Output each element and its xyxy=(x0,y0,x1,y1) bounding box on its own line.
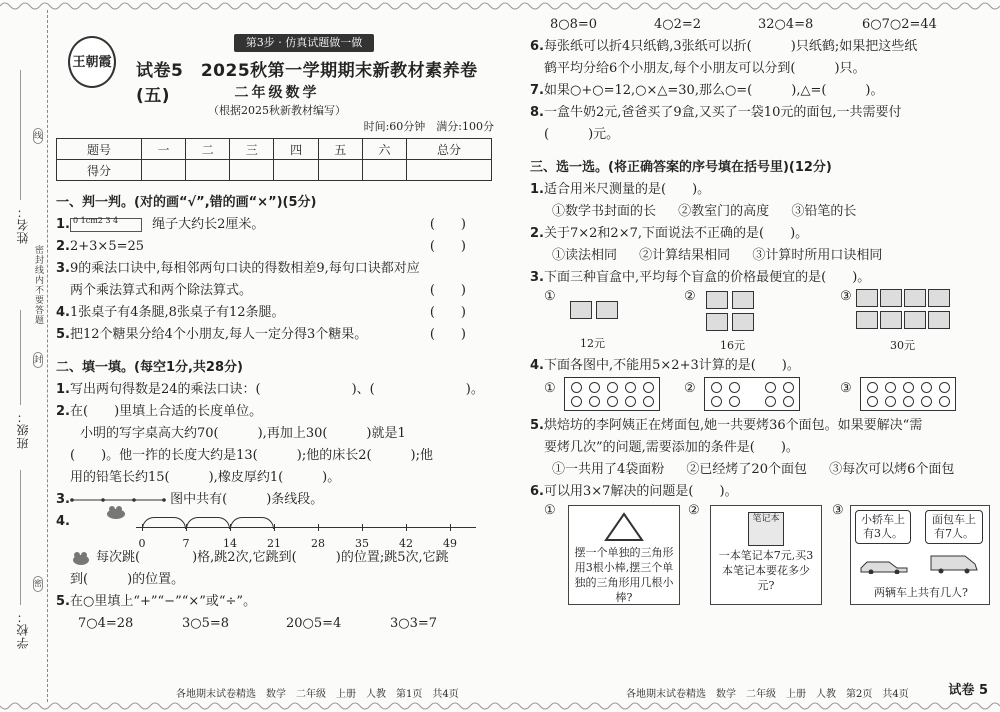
question-text: 每次跳( )格,跳2次,它跳到( )的位置;跳5次,它跳 xyxy=(96,550,449,565)
binding-hole-feng: 封 xyxy=(33,352,43,368)
question-text: 关于7×2和2×7,下面说法不正确的是( )。 xyxy=(544,226,809,241)
problem-card-triangle[interactable] xyxy=(568,505,680,605)
blind-box-options xyxy=(544,289,990,355)
problem-card-options xyxy=(544,503,990,607)
dot xyxy=(625,396,636,407)
judge-question-1 xyxy=(56,214,498,236)
question-number: 5. xyxy=(56,327,70,342)
score-header-cell: 题号 xyxy=(57,139,142,160)
answer-paren[interactable]: () xyxy=(429,283,492,298)
question-number: 3. xyxy=(530,270,544,285)
question-text: 把12个糖果分给4个小朋友,每人一定分得3个糖果。 xyxy=(70,327,368,342)
question-text: 在( )里填上合适的长度单位。 xyxy=(70,404,263,419)
problem-text: 两辆车上共有几人? xyxy=(874,586,968,599)
operator-equation[interactable]: 7○4=28 xyxy=(78,616,134,631)
tick-label: 28 xyxy=(311,537,325,550)
question-text: 9的乘法口诀中,每相邻两句口诀的得数相差9,每句口诀都对应 xyxy=(70,261,420,276)
blind-box-group-3[interactable] xyxy=(856,289,948,335)
gift-box-icon xyxy=(928,311,950,329)
price-label: 30元 xyxy=(890,339,915,352)
dot xyxy=(903,382,914,393)
question-number: 6. xyxy=(530,39,544,54)
problem-card-notebook[interactable] xyxy=(710,505,822,605)
dot xyxy=(765,382,776,393)
question-number: 3. xyxy=(56,261,70,276)
van-icon xyxy=(929,552,979,574)
dot-grid-3[interactable] xyxy=(860,377,956,411)
question-number: 4. xyxy=(56,514,70,529)
gift-box-icon xyxy=(904,289,926,307)
option-marker: ② xyxy=(684,289,696,304)
wavy-bottom-border xyxy=(0,702,1000,712)
score-cell[interactable] xyxy=(362,160,406,181)
operator-equations-right xyxy=(530,14,990,36)
question-text: 一盒牛奶2元,爸爸买了9盒,又买了一袋10元的面包,一共需要付 xyxy=(544,105,902,120)
choice-option[interactable]: ①数学书封面的长 xyxy=(552,204,657,219)
dot xyxy=(783,382,794,393)
score-header-cell: 四 xyxy=(274,139,318,160)
choice-question-3 xyxy=(530,267,990,289)
blind-box-group-2[interactable] xyxy=(702,291,758,335)
exam-title: 试卷5 2025秋第一学期期末新教材素养卷(五) xyxy=(136,61,478,106)
tick-label: 49 xyxy=(443,537,457,550)
binding-hole-mi: 密 xyxy=(33,576,43,592)
name-label: 姓名： xyxy=(16,205,30,244)
question-number: 2. xyxy=(56,404,70,419)
gift-box-icon xyxy=(880,311,902,329)
question-text: 可以用3×7解决的问题是( )。 xyxy=(544,484,738,499)
dot-grid-1[interactable] xyxy=(564,377,660,411)
dot xyxy=(921,396,932,407)
fill-question-6 xyxy=(530,36,990,58)
choice-option[interactable]: ③铅笔的长 xyxy=(791,204,857,219)
section-judge-heading: 一、判一判。(对的画“√”,错的画“×”)(5分) xyxy=(56,195,317,210)
fill-question-8-cont: ( )元。 xyxy=(544,127,620,142)
operator-equation[interactable]: 6○7○2=44 xyxy=(862,17,937,32)
tick xyxy=(450,524,451,531)
score-table xyxy=(56,138,492,181)
score-cell[interactable] xyxy=(407,160,492,181)
dot xyxy=(903,396,914,407)
jump-arc xyxy=(186,517,230,529)
choice-question-1 xyxy=(530,179,990,201)
gift-box-icon xyxy=(856,289,878,307)
question-text: 烘焙坊的李阿姨正在烤面包,她一共要烤36个面包。如果要解决“需 xyxy=(544,418,923,433)
frog-icon xyxy=(70,550,92,566)
dot-grid-2[interactable] xyxy=(704,377,800,411)
frog-icon xyxy=(104,503,128,521)
answer-paren[interactable]: () xyxy=(429,239,492,254)
gift-box-icon xyxy=(856,311,878,329)
fill-question-4-line2: 到( )的位置。 xyxy=(70,572,185,587)
jump-arc xyxy=(230,517,274,529)
choice-1-options xyxy=(530,201,990,223)
exam-header xyxy=(56,14,498,134)
section-choice-heading: 三、选一选。(将正确答案的序号填在括号里)(12分) xyxy=(530,160,832,175)
tick-label: 0 xyxy=(138,537,146,550)
question-text: 1张桌子有4条腿,8张桌子有12条腿。 xyxy=(70,305,285,320)
question-number: 5. xyxy=(56,594,70,609)
section-fill-heading: 二、填一填。(每空1分,共28分) xyxy=(56,360,243,375)
school-label: 学校： xyxy=(16,610,30,649)
fill-question-2 xyxy=(56,401,498,423)
dot xyxy=(643,396,654,407)
tick xyxy=(274,524,275,531)
operator-equation[interactable]: 4○2=2 xyxy=(654,17,702,32)
choice-option[interactable]: ③每次可以烤6个面包 xyxy=(829,462,955,477)
choice-option[interactable]: ①读法相同 xyxy=(552,248,618,263)
score-header-cell: 六 xyxy=(362,139,406,160)
fill-question-1 xyxy=(56,379,498,401)
dot xyxy=(885,382,896,393)
option-marker: ③ xyxy=(840,381,852,396)
dot xyxy=(885,396,896,407)
question-number: 1. xyxy=(56,217,70,232)
question-number: 1. xyxy=(56,382,70,397)
choice-option[interactable]: ①一共用了4袋面粉 xyxy=(552,462,665,477)
dot xyxy=(711,382,722,393)
dot xyxy=(589,382,600,393)
speech-bubble-car: 小轿车上有3人。 xyxy=(855,510,911,544)
score-table-header-row xyxy=(57,139,492,160)
fill-question-7 xyxy=(530,80,990,102)
judge-question-2 xyxy=(56,236,498,258)
dot xyxy=(729,382,740,393)
question-number: 3. xyxy=(56,492,70,507)
gift-box-icon xyxy=(880,289,902,307)
option-marker: ③ xyxy=(840,289,852,304)
choice-question-6 xyxy=(530,481,990,503)
binding-strip xyxy=(0,10,48,702)
choice-option[interactable]: ③计算时所用口诀相同 xyxy=(752,248,883,263)
choice-question-5 xyxy=(530,415,990,437)
step-banner: 第3步 · 仿真试题做一做 xyxy=(234,34,374,52)
question-number: 7. xyxy=(530,83,544,98)
dot-grid-options xyxy=(544,377,990,415)
dot xyxy=(783,396,794,407)
name-line xyxy=(20,70,21,200)
dot xyxy=(729,396,740,407)
question-number: 2. xyxy=(56,239,70,254)
class-label: 班级： xyxy=(16,410,30,449)
question-number: 4. xyxy=(56,305,70,320)
car-icon xyxy=(859,556,909,574)
question-number: 6. xyxy=(530,484,544,499)
gift-box-icon xyxy=(732,313,754,331)
tick xyxy=(142,524,143,531)
speech-bubble-van: 面包车上有7人。 xyxy=(925,510,983,544)
seal-line-note: 密封线内不要答题 xyxy=(33,245,43,325)
fill-question-4 xyxy=(56,511,498,550)
notebook-icon xyxy=(748,512,784,546)
dot xyxy=(643,382,654,393)
operator-equation[interactable]: 32○4=8 xyxy=(758,17,814,32)
page-tag: 试卷 5 xyxy=(948,683,988,698)
gift-box-icon xyxy=(706,313,728,331)
price-label: 12元 xyxy=(580,337,605,350)
operator-equation[interactable]: 3○5=8 xyxy=(182,616,230,631)
problem-text: 摆一个单独的三角形用3根小棒,摆三个单独的三角形用几根小棒? xyxy=(574,546,674,604)
wavy-top-border xyxy=(0,0,1000,10)
choice-question-5-cont: 要烤几次”的问题,需要添加的条件是( )。 xyxy=(544,440,799,455)
operator-equation[interactable]: 3○3=7 xyxy=(390,616,438,631)
score-header-cell: 三 xyxy=(230,139,274,160)
option-marker: ① xyxy=(544,381,556,396)
gift-box-icon xyxy=(904,311,926,329)
gift-box-icon xyxy=(732,291,754,309)
tick xyxy=(230,524,231,531)
tick-label: 42 xyxy=(399,537,413,550)
question-number: 2. xyxy=(530,226,544,241)
tick xyxy=(406,524,407,531)
dot xyxy=(571,382,582,393)
dot xyxy=(571,396,582,407)
publisher-logo: 王朝霞 xyxy=(68,36,116,88)
score-cell[interactable] xyxy=(141,160,185,181)
problem-card-vehicles[interactable] xyxy=(850,505,990,605)
score-cell[interactable] xyxy=(318,160,362,181)
score-row-label: 得分 xyxy=(57,160,142,181)
dot xyxy=(939,396,950,407)
right-footer: 各地期末试卷精选 数学 二年级 上册 人教 第2页 共4页 xyxy=(626,689,909,700)
question-number: 1. xyxy=(530,182,544,197)
tick-label: 21 xyxy=(267,537,281,550)
fill-question-2-line3: 用的铅笔长约15( ),橡皮厚约1( )。 xyxy=(70,470,341,485)
question-text: 图中共有( )条线段。 xyxy=(170,492,324,507)
left-page xyxy=(56,14,498,700)
judge-question-3-cont xyxy=(56,280,498,302)
class-line xyxy=(20,310,21,405)
ruler-icon xyxy=(70,215,142,232)
answer-paren[interactable]: () xyxy=(429,305,492,320)
question-number: 8. xyxy=(530,105,544,120)
binding-hole-xian: 线 xyxy=(33,128,43,144)
choice-option[interactable]: ②已经烤了20个面包 xyxy=(686,462,807,477)
exam-subtitle: 二年级数学 xyxy=(234,85,320,101)
tick xyxy=(318,524,319,531)
problem-text: 一本笔记本7元,买3本笔记本要花多少元? xyxy=(718,549,814,592)
gift-box-icon xyxy=(928,289,950,307)
question-text: 下面各图中,不能用5×2+3计算的是( )。 xyxy=(544,358,800,373)
dot xyxy=(711,396,722,407)
dot xyxy=(589,396,600,407)
fill-question-8 xyxy=(530,102,990,124)
fill-question-2-line1: 小明的写字桌高大约70( ),再加上30( )就是1 xyxy=(80,426,406,441)
question-number: 5. xyxy=(530,418,544,433)
triangle-icon xyxy=(604,512,644,542)
judge-question-5 xyxy=(56,324,498,346)
question-text: 如果○+○=12,○×△=30,那么○=( ),△=( )。 xyxy=(544,83,884,98)
question-text: 绳子大约长2厘米。 xyxy=(152,217,265,232)
score-header-cell: 五 xyxy=(318,139,362,160)
fill-question-2-line2: ( )。他一拃的长度大约是13( );他的床长2( );他 xyxy=(70,448,434,463)
choice-2-options xyxy=(530,245,990,267)
question-number: 4. xyxy=(530,358,544,373)
fill-question-5 xyxy=(56,591,498,613)
dot xyxy=(867,382,878,393)
tick-label: 14 xyxy=(223,537,237,550)
operator-equations-left xyxy=(56,613,498,635)
left-footer: 各地期末试卷精选 数学 二年级 上册 人教 第1页 共4页 xyxy=(176,689,459,700)
question-text: 适合用米尺测量的是( )。 xyxy=(544,182,711,197)
score-table-score-row xyxy=(57,160,492,181)
question-text: 2+3×5=25 xyxy=(70,239,145,254)
tick xyxy=(362,524,363,531)
dot xyxy=(607,382,618,393)
judge-question-4 xyxy=(56,302,498,324)
exam-basis: （根据2025秋新教材编写） xyxy=(208,104,346,117)
ruler-scale: 0 1cm2 3 4 xyxy=(73,215,119,225)
blind-box-group-1[interactable] xyxy=(564,297,624,333)
tick-label: 35 xyxy=(355,537,369,550)
school-line xyxy=(20,470,21,605)
dot xyxy=(625,382,636,393)
option-marker: ① xyxy=(544,503,556,518)
tick-label: 7 xyxy=(182,537,190,550)
choice-question-2 xyxy=(530,223,990,245)
score-header-cell: 总分 xyxy=(407,139,492,160)
operator-equation[interactable]: 20○5=4 xyxy=(286,616,342,631)
answer-paren[interactable]: () xyxy=(429,327,492,342)
choice-5-options xyxy=(530,459,990,481)
answer-paren[interactable]: () xyxy=(429,217,492,232)
question-text: 写出两句得数是24的乘法口诀：( )、( )。 xyxy=(70,382,484,397)
question-text: 在○里填上“+”“−”“×”或“÷”。 xyxy=(70,594,257,609)
fill-question-4-line1 xyxy=(56,547,498,569)
notebook-label: 笔记本 xyxy=(752,514,780,524)
operator-equation[interactable]: 8○8=0 xyxy=(550,17,598,32)
dot xyxy=(921,382,932,393)
choice-option[interactable]: ②计算结果相同 xyxy=(639,248,731,263)
option-marker: ③ xyxy=(832,503,844,518)
question-text: 下面三种盲盒中,平均每个盲盒的价格最便宜的是( )。 xyxy=(544,270,871,285)
option-marker: ② xyxy=(684,381,696,396)
fill-question-6-cont: 鹤平均分给6个小朋友,每个小朋友可以分到( )只。 xyxy=(544,61,866,76)
number-line xyxy=(136,517,496,551)
option-marker: ② xyxy=(688,503,700,518)
judge-question-3 xyxy=(56,258,498,280)
gift-box-icon xyxy=(706,291,728,309)
dot xyxy=(607,396,618,407)
score-header-cell: 二 xyxy=(186,139,230,160)
score-cell[interactable] xyxy=(274,160,318,181)
score-cell[interactable] xyxy=(230,160,274,181)
score-header-cell: 一 xyxy=(141,139,185,160)
jump-arc xyxy=(142,517,186,529)
dot xyxy=(867,396,878,407)
gift-box-icon xyxy=(570,301,592,319)
choice-option[interactable]: ②教室门的高度 xyxy=(678,204,770,219)
option-marker: ① xyxy=(544,289,556,304)
tick xyxy=(186,524,187,531)
question-text: 每张纸可以折4只纸鹤,3张纸可以折( )只纸鹤;如果把这些纸 xyxy=(544,39,918,54)
dot xyxy=(939,382,950,393)
choice-question-4 xyxy=(530,355,990,377)
question-text-cont: 两个乘法算式和两个除法算式。 xyxy=(70,283,253,298)
gift-box-icon xyxy=(596,301,618,319)
dot xyxy=(765,396,776,407)
right-page xyxy=(530,14,990,700)
price-label: 16元 xyxy=(720,339,745,352)
exam-meta: 时间:60分钟 满分:100分 xyxy=(363,120,494,133)
score-cell[interactable] xyxy=(186,160,230,181)
